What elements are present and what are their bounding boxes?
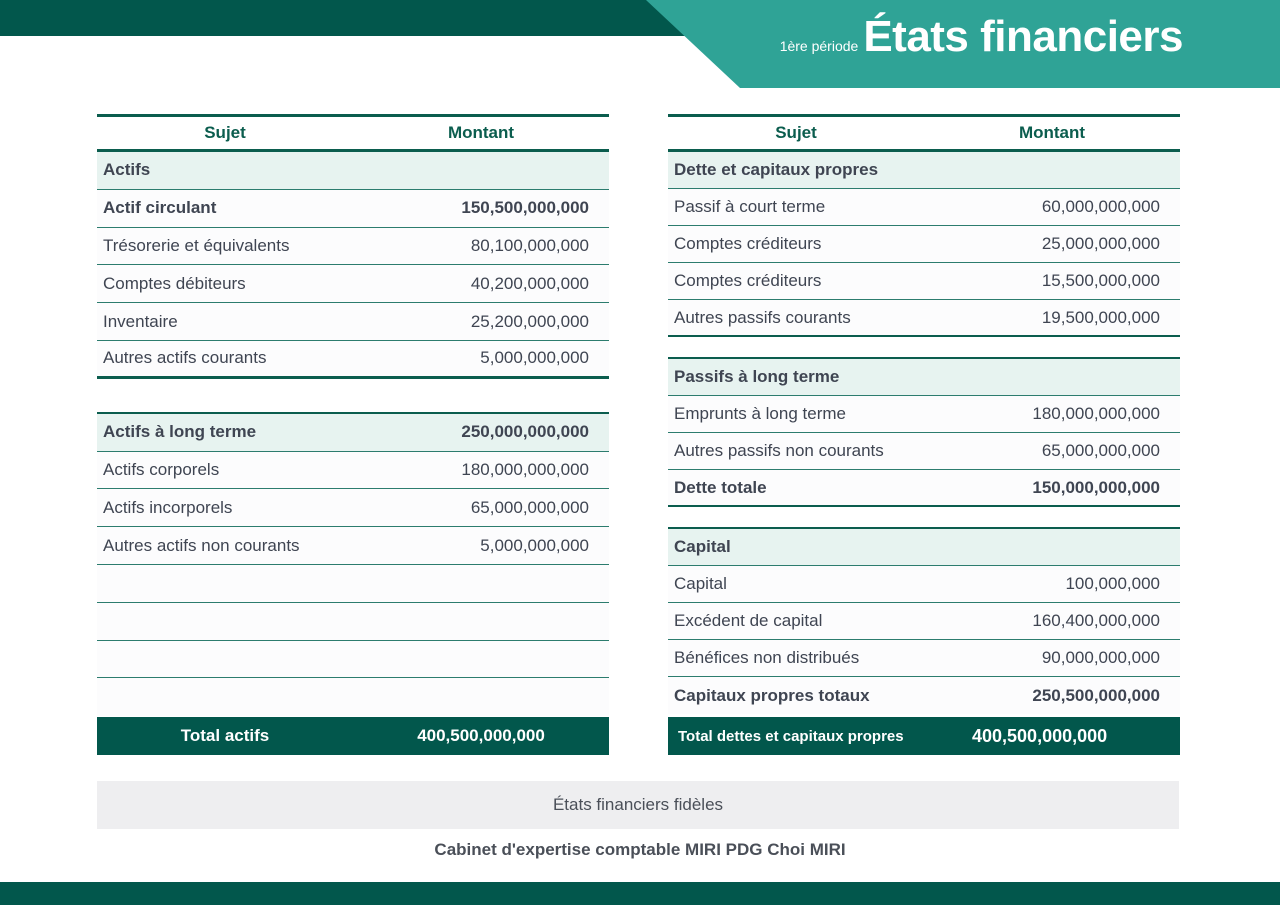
table-row [97,527,609,565]
title-wrap [780,12,1183,62]
empty-row [97,678,609,716]
table-row [668,603,1180,640]
row-label: Autres actifs non courants [103,535,300,555]
row-label: Comptes créditeurs [674,271,822,290]
table-row [97,341,609,379]
total-assets-label: Total actifs [180,726,270,745]
row-value: 25,200,000,000 [470,311,589,331]
assets-table-header [97,114,609,152]
row-value: 250,500,000,000 [1032,685,1160,705]
total-assets-value: 400,500,000,000 [417,726,545,745]
table-row [668,396,1180,433]
column-header-amount: Montant [447,123,515,142]
section-row-debt-equity [668,152,1180,189]
row-label: Actifs incorporels [103,497,233,517]
table-spacer [668,337,1180,359]
row-label: Autres actifs courants [103,348,267,368]
bottom-bar [0,882,1280,905]
row-label: Dette totale [674,477,767,497]
row-value: 150,500,000,000 [461,198,589,218]
section-label: Passifs à long terme [674,367,840,386]
assets-table [97,114,609,716]
table-row [668,433,1180,470]
row-label: Capitaux propres totaux [674,685,870,705]
table-row [97,303,609,341]
table-row [668,677,1180,714]
period-label: 1ère période [779,38,859,54]
row-label: Excédent de capital [674,611,823,630]
row-value: 40,200,000,000 [470,273,589,293]
row-label: Inventaire [103,311,178,331]
row-label: Bénéfices non distribués [674,648,860,667]
row-value: 150,000,000,000 [1032,477,1160,497]
total-assets-bar [97,717,609,755]
row-value: 100,000,000 [1065,574,1160,593]
row-value: 15,500,000,000 [1041,271,1160,290]
row-label: Actifs corporels [103,459,220,479]
table-row [97,228,609,266]
table-row [97,489,609,527]
table-spacer [97,379,609,414]
row-value: 65,000,000,000 [470,497,589,517]
section-row-longterm-liabilities [668,359,1180,396]
footer-note [97,781,1179,829]
row-value: 5,000,000,000 [480,348,589,368]
table-row [668,566,1180,603]
signature: Cabinet d'expertise comptable MIRI PDG Choi MIRI [434,840,846,859]
row-value: 5,000,000,000 [480,535,589,555]
table-row [668,189,1180,226]
empty-row [97,565,609,603]
row-value: 180,000,000,000 [1032,404,1160,423]
column-header-amount: Montant [1018,123,1086,142]
row-value: 180,000,000,000 [461,459,589,479]
table-spacer [668,507,1180,529]
table-row [668,640,1180,677]
section-value: 250,000,000,000 [461,422,589,442]
total-liabilities-value: 400,500,000,000 [972,725,1108,746]
row-label: Autres passifs non courants [674,441,884,460]
row-label: Passif à court terme [674,197,826,216]
row-label: Comptes créditeurs [674,234,822,253]
empty-row [97,641,609,679]
liabilities-table [668,114,1180,714]
section-row-capital [668,529,1180,566]
row-label: Autres passifs courants [674,307,851,327]
section-row-current-assets [97,152,609,190]
footer-note-text: États financiers fidèles [552,795,724,814]
table-row [668,226,1180,263]
table-row [97,265,609,303]
section-label: Actifs à long terme [103,422,257,442]
title-banner [0,0,1280,88]
row-label: Trésorerie et équivalents [103,235,290,255]
row-label: Capital [674,574,727,593]
row-label: Emprunts à long terme [674,404,846,423]
total-liabilities-label: Total dettes et capitaux propres [678,727,904,745]
row-value: 60,000,000,000 [1041,197,1160,216]
row-value: 65,000,000,000 [1041,441,1160,460]
column-header-subject: Sujet [204,123,246,142]
row-value: 25,000,000,000 [1041,234,1160,253]
liabilities-table-header [668,114,1180,152]
row-label: Actif circulant [103,198,217,218]
table-row [668,263,1180,300]
row-value: 160,400,000,000 [1032,611,1160,630]
section-label: Dette et capitaux propres [674,160,879,179]
section-row-longterm-assets [97,414,609,452]
row-value: 19,500,000,000 [1041,307,1160,327]
column-header-subject: Sujet [775,123,817,142]
table-row [97,452,609,490]
section-label: Actifs [103,160,151,180]
row-value: 80,100,000,000 [470,235,589,255]
table-row [97,190,609,228]
row-label: Comptes débiteurs [103,273,246,293]
section-label: Capital [674,537,731,556]
row-value: 90,000,000,000 [1041,648,1160,667]
page-title: États financiers [863,12,1183,61]
table-row [668,470,1180,507]
empty-row [97,603,609,641]
table-row [668,300,1180,337]
total-liabilities-bar [668,717,1180,755]
